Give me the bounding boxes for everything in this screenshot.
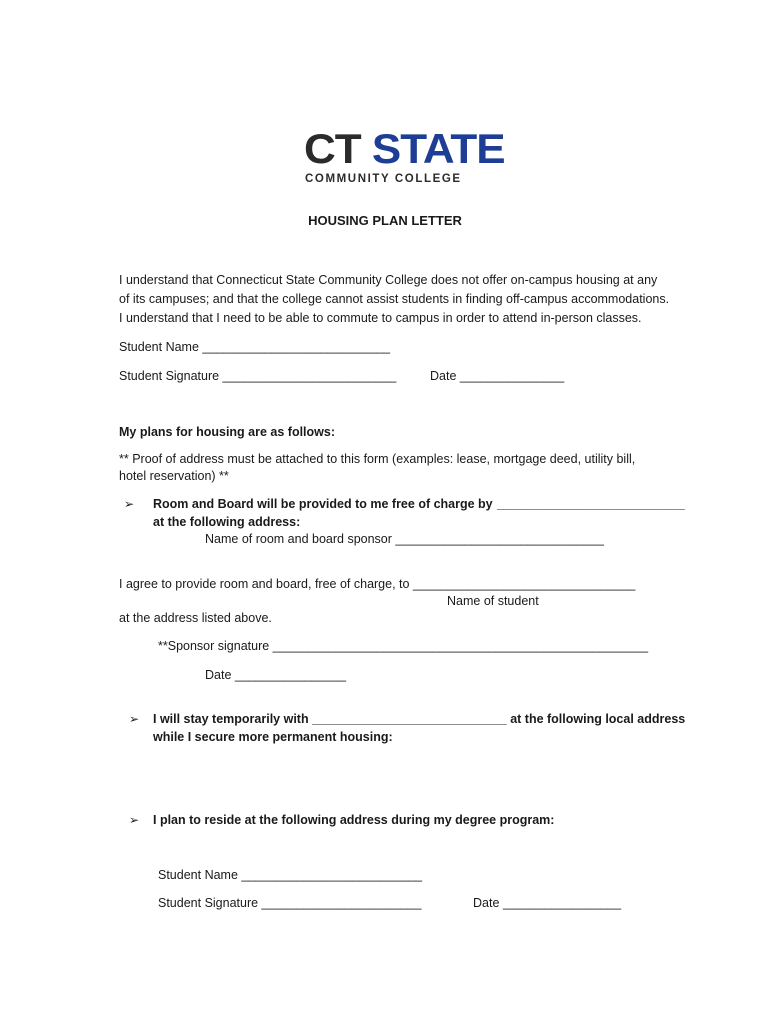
agree-line-2: at the address listed above.	[119, 611, 272, 625]
document-title: HOUSING PLAN LETTER	[308, 213, 462, 228]
logo-state: STATE	[371, 126, 505, 173]
proof-note-line-1: ** Proof of address must be attached to this form (examples: lease, mortgage deed, utility bill,	[119, 452, 636, 466]
logo-ct: CT	[304, 126, 361, 173]
logo-subtitle: COMMUNITY COLLEGE	[305, 173, 462, 185]
student-signature-field[interactable]: Student Signature _________________________	[119, 369, 397, 383]
option1-line2: at the following address:	[153, 515, 301, 529]
college-logo	[304, 126, 505, 187]
intro-line-1: I understand that Connecticut State Community College does not offer on-campus housing at any	[119, 273, 658, 287]
student-name-field-2[interactable]: Student Name __________________________	[158, 868, 423, 882]
option1-sponsor-blank[interactable]: ___________________________	[497, 497, 685, 511]
sponsor-date-field[interactable]: Date ________________	[205, 668, 347, 682]
student-name-field[interactable]: Student Name ___________________________	[119, 340, 391, 354]
option2-line1[interactable]: I will stay temporarily with ____________________________ at the following local address	[153, 712, 686, 726]
student-name-caption: Name of student	[447, 594, 539, 608]
sponsor-signature-field[interactable]: **Sponsor signature ______________________________________________________	[158, 639, 649, 653]
bullet-arrow-icon: ➢	[129, 813, 140, 827]
logo-wordmark	[304, 126, 505, 173]
option3-line1: I plan to reside at the following address during my degree program:	[153, 813, 555, 827]
sponsor-name-field[interactable]: Name of room and board sponsor ______________________________	[205, 532, 604, 546]
date-field[interactable]: Date _______________	[430, 369, 565, 383]
intro-line-2: of its campuses; and that the college cannot assist students in finding off-campus accommodations.	[119, 292, 670, 306]
agree-student-field[interactable]: I agree to provide room and board, free of charge, to ________________________________	[119, 577, 636, 591]
proof-note-line-2: hotel reservation) **	[119, 469, 229, 483]
bullet-arrow-icon: ➢	[124, 497, 135, 511]
intro-line-3: I understand that I need to be able to commute to campus in order to attend in-person classes.	[119, 311, 642, 325]
option1-line1: Room and Board will be provided to me free of charge by	[153, 497, 493, 511]
option2-line2: while I secure more permanent housing:	[153, 730, 393, 744]
date-field-2[interactable]: Date _________________	[473, 896, 622, 910]
student-signature-field-2[interactable]: Student Signature _______________________	[158, 896, 422, 910]
plans-heading: My plans for housing are as follows:	[119, 425, 336, 439]
bullet-arrow-icon: ➢	[129, 712, 140, 726]
